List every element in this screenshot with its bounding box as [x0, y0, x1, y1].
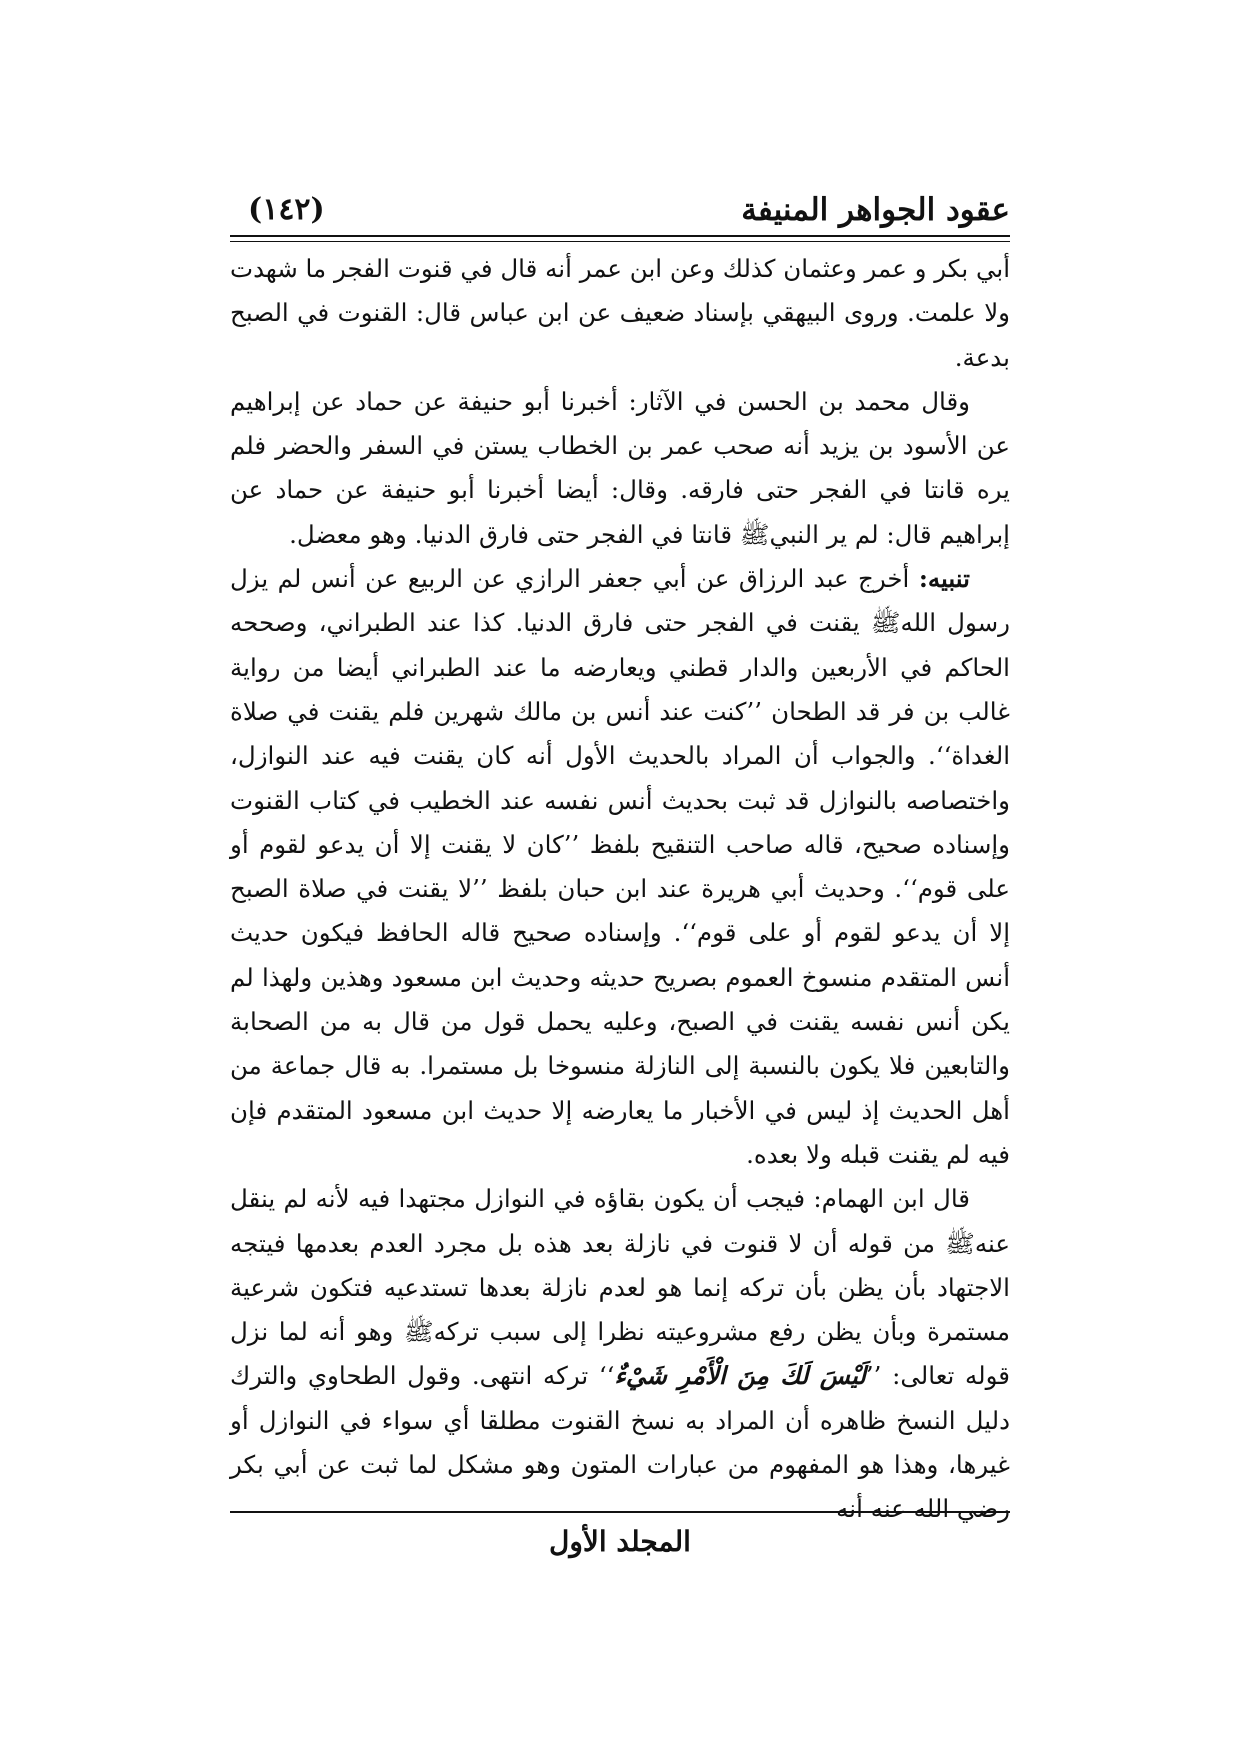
- paragraph-4: [230, 1177, 1010, 1531]
- volume-label: المجلد الأول: [549, 1525, 691, 1558]
- book-title: عقود الجواهر المنيفة: [741, 192, 1010, 228]
- note-label: تنبيه:: [918, 564, 970, 594]
- page-number: (١٤٢): [248, 192, 325, 227]
- header-rule-thin: [230, 241, 1010, 242]
- header-rule-thick: [230, 235, 1010, 237]
- main-text: [230, 247, 1010, 1532]
- page-header: [230, 188, 1010, 232]
- paragraph-4-text-before: قال ابن الهمام: فيجب أن يكون بقاؤه في النوازل مجتهدا فيه لأنه لم ينقل عنهﷺ من قوله أن لا قنوت في نازلة بعد هذه بل مجرد العدم بعدمها فيتجه الاجتهاد بأن يظن بأن تركه إنما هو لعدم نازلة بعدها تستدعيه فتكون شرعية مستمرة وبأن يظن رفع مشروعيته نظرا إلى سبب تركهﷺ وهو أنه لما نزل قوله تعالى: ’’: [230, 1184, 1010, 1391]
- paragraph-3-text: أخرج عبد الرزاق عن أبي جعفر الرازي عن الربيع عن أنس لم يزل رسول اللهﷺ يقنت في الفجر حتى فارق الدنيا. كذا عند الطبراني، وصححه الحاكم في الأربعين والدار قطني ويعارضه ما عند الطبراني أيضا من رواية غالب بن فر قد الطحان ’’كنت عند أنس بن مالك شهرين فلم يقنت في صلاة الغداة‘‘. والجواب أن المراد بالحديث الأول أنه كان يقنت فيه عند النوازل، واختصاصه بالنوازل قد ثبت بحديث أنس نفسه عند الخطيب في كتاب القنوت وإسناده صحيح، قاله صاحب التنقيح بلفظ ’’كان لا يقنت إلا أن يدعو لقوم أو على قوم‘‘. وحديث أبي هريرة عند ابن حبان بلفظ ’’لا يقنت في صلاة الصبح إلا أن يدعو لقوم أو على قوم‘‘. وإسناده صحيح قاله الحافظ فيكون حديث أنس المتقدم منسوخ العموم بصريح حديثه وحديث ابن مسعود وهذين ولهذا لم يكن أنس نفسه يقنت في الصبح، وعليه يحمل قول من قال به من الصحابة والتابعين فلا يكون بالنسبة إلى النازلة منسوخا بل مستمرا. به قال جماعة من أهل الحديث إذ ليس في الأخبار ما يعارضه إلا حديث ابن مسعود المتقدم فإن فيه لم يقنت قبله ولا بعده.: [230, 564, 1010, 1169]
- page-footer: [230, 1520, 1010, 1564]
- paragraph-1: أبي بكر و عمر وعثمان كذلك وعن ابن عمر أنه قال في قنوت الفجر ما شهدت ولا علمت. وروى البيهقي بإسناد ضعيف عن ابن عباس قال: القنوت في الصبح بدعة.: [230, 254, 1010, 372]
- footer-rule: [230, 1511, 1010, 1513]
- paragraph-3: [230, 557, 1010, 1177]
- quran-verse: لَيْسَ لَكَ مِنَ الْأَمْرِ شَيْءٌ: [614, 1361, 866, 1391]
- paragraph-2: وقال محمد بن الحسن في الآثار: أخبرنا أبو حنيفة عن حماد عن إبراهيم عن الأسود بن يزيد أنه صحب عمر بن الخطاب يستن في السفر والحضر فلم يره قانتا في الفجر حتى فارقه. وقال: أيضا أخبرنا أبو حنيفة عن حماد عن إبراهيم قال: لم ير النبيﷺ قانتا في الفجر حتى فارق الدنيا. وهو معضل.: [230, 386, 1010, 549]
- paragraph-4-text-after: ‘‘ تركه انتهى. وقول الطحاوي والترك دليل النسخ ظاهره أن المراد به نسخ القنوت مطلقا أي سواء في النوازل أو غيرها، وهذا هو المفهوم من عبارات المتون وهو مشكل لما ثبت عن أبي بكر رضي الله عنه أنه: [230, 1361, 1010, 1524]
